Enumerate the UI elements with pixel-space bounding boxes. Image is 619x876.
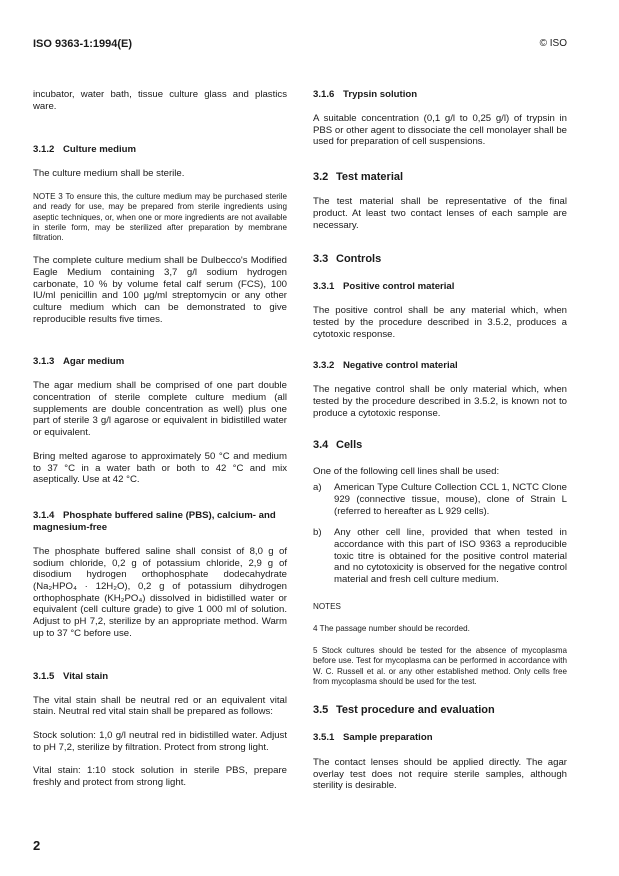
heading-3-3-2: 3.3.2 Negative control material: [313, 360, 458, 372]
heading-3-4: 3.4 Cells: [313, 439, 363, 452]
right-column: [313, 89, 567, 792]
note-3: NOTE 3 To ensure this, the culture medium may be purchased sterile and ready for use, may be prepared from sterile ingredients using aseptic techniques, or, when one or more ingredients are not available in sterile form, may be sterilized after preparation by membrane filtration.: [33, 192, 287, 242]
notes-label: NOTES: [313, 601, 341, 611]
paragraph: The complete culture medium shall be Dulbecco's Modified Eagle Medium containing 3,7 g/l sodium hydrogen carbonate, 10 % by volume fetal calf serum (FCS), 100 IU/ml penicillin and 100 μg/ml streptomycin or any other culture medium which can be demonstrated to give reproducible results five times.: [33, 255, 287, 325]
paragraph: The phosphate buffered saline shall consist of 8,0 g of sodium chloride, 0,2 g of potassium chloride, 2,9 g of disodium hydrogen orthophosphate dodecahydrate (Na₂HPO₄ · 12H₂O), 0,2 g of potassium dihydrogen orthophosphate (KH₂PO₄) dissolved in bidistilled water or equivalent (cell culture grade) to give 1 000 ml of solution. Adjust to pH 7,2, sterilize by an appropriate method. Warm up to 37 °C before use.: [33, 545, 287, 639]
heading-3-5: 3.5 Test procedure and evaluation: [313, 703, 495, 716]
heading-3-1-5: 3.1.5 Vital stain: [33, 670, 109, 682]
heading-3-3-1: 3.3.1 Positive control material: [313, 281, 455, 293]
left-column: [33, 89, 287, 789]
paragraph: Bring melted agarose to approximately 50 °C and medium to 37 °C in a water bath or both to 42 °C and mix aseptically. Use at 42 °C.: [33, 450, 287, 486]
page-number: 2: [33, 838, 41, 853]
paragraph: The contact lenses should be applied directly. The agar overlay test does not require sterile samples, although sterility is desirable.: [313, 756, 567, 792]
note-4: 4 The passage number should be recorded.: [313, 623, 470, 633]
paragraph: Stock solution: 1,0 g/l neutral red in bidistilled water. Adjust to pH 7,2, sterilize by filtration. Protect from strong light.: [33, 730, 287, 753]
list-item: a) American Type Culture Collection CCL 1, NCTC Clone 929 (connective tissue, mouse), clone of Strain L (referred to hereafter as L 929 cells).: [313, 482, 567, 517]
heading-3-1-3: 3.1.3 Agar medium: [33, 356, 125, 368]
list-item: b) Any other cell line, provided that when tested in accordance with this part of ISO 9363 a reproducible toxic titre is obtained for the positive control material and no cytotoxicity is observed for the negative control material and fresh cell culture medium.: [313, 527, 567, 586]
heading-3-1-2: 3.1.2 Culture medium: [33, 144, 137, 156]
heading-3-5-1: 3.5.1 Sample preparation: [313, 731, 433, 743]
paragraph: The agar medium shall be comprised of one part double concentration of sterile complete culture medium (all supplements are double concentration as well) plus one part of sterile 3 g/l agarose or equivalent in bidistilled water or equivalent.: [33, 380, 287, 439]
paragraph: The test material shall be representative of the final product. At least two contact lenses of each sample are necessary.: [313, 196, 567, 231]
heading-3-3: 3.3 Controls: [313, 253, 382, 266]
heading-3-2: 3.2 Test material: [313, 171, 404, 184]
paragraph: One of the following cell lines shall be used:: [313, 466, 500, 478]
intro-paragraph: incubator, water bath, tissue culture glass and plastics ware.: [33, 89, 287, 112]
paragraph: The vital stain shall be neutral red or an equivalent vital stain. Neutral red vital stain shall be prepared as follows:: [33, 694, 287, 718]
note-5: 5 Stock cultures should be tested for the absence of mycoplasma before use. Test for mycoplasma can be performed in accordance with W. C. Russell et al. or any other established method. Only cells free from mycoplasma should be used for the test.: [313, 646, 567, 686]
paragraph: Vital stain: 1:10 stock solution in sterile PBS, prepare freshly and protect from strong light.: [33, 765, 287, 789]
heading-3-1-6: 3.1.6 Trypsin solution: [313, 89, 418, 100]
paragraph: The culture medium shall be sterile.: [33, 168, 185, 180]
paragraph: The positive control shall be any material which, when tested by the procedure described in 3.5.2, produces a cytotoxic response.: [313, 305, 567, 340]
standard-designation: ISO 9363-1:1994(E): [33, 38, 133, 50]
heading-3-1-4: 3.1.4 Phosphate buffered saline (PBS), calcium- and magnesium-free: [33, 509, 276, 533]
paragraph: A suitable concentration (0,1 g/l to 0,25 g/l) of trypsin in PBS or other agent to dissociate the cell monolayer shall be used for preparation of cell suspensions.: [313, 113, 567, 148]
copyright-mark: © ISO: [539, 38, 567, 49]
paragraph: The negative control shall be only material which, when tested by the procedure described in 3.5.2, is known not to produce a cytotoxic response.: [313, 384, 567, 419]
